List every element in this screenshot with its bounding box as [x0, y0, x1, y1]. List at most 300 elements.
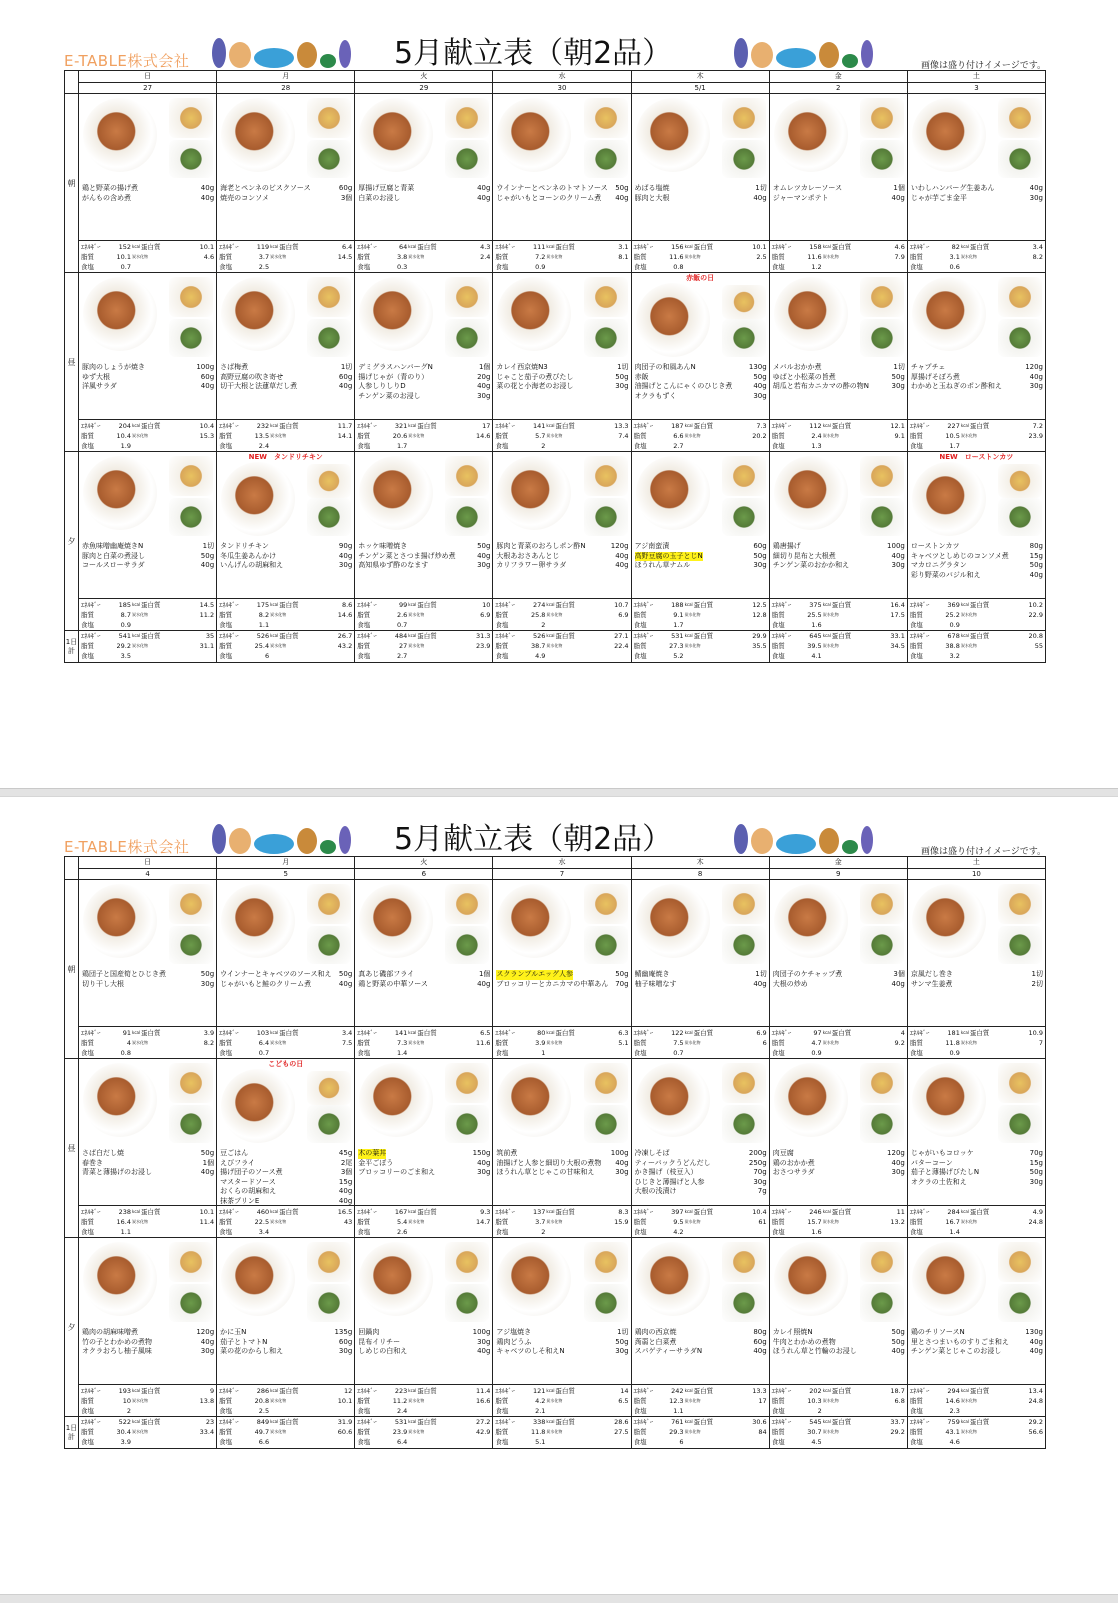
food-photos: [493, 452, 630, 540]
dish-list: [82, 363, 214, 392]
nutrition-value: 25.5: [807, 611, 822, 619]
dish-quantity: 40g: [477, 1158, 491, 1167]
nutrition-value: 脂質: [81, 1218, 94, 1226]
meal-cell: [907, 273, 1045, 452]
nutrition-line: [910, 262, 1043, 272]
dish-quantity: 40g: [615, 551, 629, 560]
nutrition-line: [910, 1437, 1043, 1447]
nutrition-value: 14.6: [475, 432, 491, 440]
dish-quantity: 250g: [748, 1158, 767, 1167]
nutrition-value: 炭水化物: [684, 1219, 701, 1224]
nutrition-value: 4.5: [811, 1438, 822, 1446]
dish-item: [220, 561, 352, 571]
dish-quantity: 30g: [891, 1168, 905, 1177]
nutrition-value: 227: [947, 422, 960, 430]
dish-item: [496, 980, 628, 990]
dish-quantity: 60g: [753, 542, 767, 550]
nutrition-value: ｴﾈﾙｷﾞｰ: [909, 1029, 930, 1037]
nutrition-line: [219, 242, 352, 252]
nutrition-block: [908, 240, 1045, 272]
dish-item: [82, 363, 214, 373]
nutrition-value: kcal: [546, 602, 555, 607]
dish-name: 豚肉と大根: [634, 193, 670, 202]
nutrition-value: 食塩: [771, 1228, 785, 1236]
nutrition-value: 2.7: [396, 652, 408, 660]
dish-name: ゆず大根: [82, 372, 110, 381]
nutrition-value: kcal: [546, 1419, 555, 1424]
nutrition-value: 2: [541, 442, 546, 450]
dish-list: [358, 970, 490, 989]
nutrition-value: 食塩: [357, 652, 371, 660]
nutrition-value: 蛋白質: [969, 1029, 990, 1037]
dish-item: [911, 542, 1043, 552]
nutrition-value: 16.4: [116, 1218, 131, 1226]
nutrition-value: kcal: [132, 602, 141, 607]
food-photos: [632, 452, 769, 540]
dish-item: [220, 970, 352, 980]
nutrition-value: 炭水化物: [684, 254, 701, 259]
dish-name: 白菜のお浸し: [358, 193, 401, 202]
dish-name: 細切り昆布と大根煮: [772, 551, 836, 560]
nutrition-value: kcal: [684, 1388, 693, 1393]
food-photos: [217, 452, 354, 540]
nutrition-line: [910, 421, 1043, 431]
dish-quantity: 50g: [200, 551, 215, 560]
nutrition-value: 蛋白質: [693, 1387, 714, 1395]
decoration-icon: [297, 42, 317, 68]
dish-name: 切干大根と法蓮草だし煮: [220, 382, 298, 391]
food-photos: [217, 1059, 354, 1147]
food-photos: [79, 880, 216, 968]
nutrition-value: 4.1: [811, 652, 822, 660]
nutrition-value: 蛋白質: [141, 1029, 161, 1037]
nutrition-value: 112: [809, 422, 822, 430]
dish-name: ローストンカツ: [910, 542, 960, 550]
dish-item: [82, 552, 214, 562]
nutrition-value: [139, 431, 167, 441]
nutrition-value: 541: [118, 632, 131, 640]
main-dish-photo: [221, 1069, 295, 1143]
dish-quantity: 130g: [1025, 1328, 1043, 1336]
nutrition-value: 炭水化物: [684, 612, 701, 617]
dish-quantity: 40g: [200, 184, 215, 192]
dish-quantity: 50g: [615, 1337, 629, 1346]
nutrition-line: [772, 1437, 905, 1447]
nutrition-value: 9.1: [673, 611, 684, 619]
nutrition-value: 蛋白質: [141, 422, 161, 430]
nutrition-value: [415, 1427, 443, 1437]
nutrition-line: [357, 1396, 490, 1406]
dish-name: 肉豆腐: [772, 1149, 794, 1157]
nutrition-value: 8.6: [341, 601, 353, 609]
nutrition-value: 1.1: [258, 621, 270, 629]
decoration-icon: [819, 828, 839, 854]
nutrition-line: [772, 242, 905, 252]
nutrition-line: [81, 641, 214, 651]
nutrition-value: 食塩: [219, 621, 233, 629]
meal-cell: [79, 1059, 217, 1238]
nutrition-line: [219, 1406, 352, 1416]
nutrition-value: 脂質: [219, 1039, 233, 1047]
nutrition-block: [217, 598, 354, 630]
meal-cell: [907, 880, 1045, 1059]
food-photos: [770, 1238, 907, 1326]
dish-quantity: 40g: [1029, 184, 1043, 192]
nutrition-value: kcal: [684, 633, 693, 638]
nutrition-value: 4.2: [535, 1397, 546, 1405]
nutrition-value: 31.9: [337, 1418, 353, 1426]
dish-name: ブロッコリーのごま和え: [358, 1168, 436, 1177]
nutrition-value: 炭水化物: [960, 1398, 977, 1403]
nutrition-line: [81, 441, 214, 451]
nutrition-value: 蛋白質: [279, 1387, 299, 1395]
side-dish-photo: [860, 1063, 904, 1103]
meal-row-breakfast: [65, 880, 1046, 1059]
decoration-icons: [212, 28, 351, 68]
dish-item: [220, 1347, 352, 1357]
meal-cell: [907, 1238, 1045, 1417]
nutrition-value: 23.9: [1028, 432, 1043, 440]
dish-quantity: 30g: [753, 561, 767, 570]
nutrition-value: kcal: [270, 1388, 279, 1393]
nutrition-value: [830, 1427, 858, 1437]
nutrition-value: 24.8: [1028, 1397, 1043, 1405]
nutrition-value: 7.2: [1032, 422, 1043, 430]
side-dish-photo: [584, 1284, 628, 1322]
nutrition-value: 20.2: [752, 432, 767, 440]
dish-item: [82, 561, 214, 571]
decoration-icon: [254, 48, 294, 68]
daily-total-cell: [631, 1417, 769, 1449]
dish-item: [358, 542, 490, 552]
weekday-header: 火: [355, 71, 493, 83]
weekday-header: 月: [217, 857, 355, 869]
dish-item: [911, 1168, 1043, 1178]
nutrition-value: 食塩: [81, 442, 94, 450]
dish-item: [496, 184, 628, 194]
nutrition-value: 蛋白質: [831, 1029, 852, 1037]
nutrition-value: 炭水化物: [270, 1398, 287, 1403]
nutrition-value: 20.6: [392, 432, 408, 440]
dish-name: チャプチェ: [910, 363, 946, 371]
dish-quantity: 40g: [200, 193, 215, 202]
main-dish-photo: [497, 1063, 571, 1137]
nutrition-value: 蛋白質: [279, 422, 299, 430]
food-photos: [908, 94, 1045, 182]
dish-item: [82, 1328, 214, 1338]
dish-item: [773, 363, 905, 373]
dish-quantity: 40g: [753, 382, 767, 391]
dish-item: [635, 1178, 767, 1188]
dish-quantity: 50g: [200, 970, 215, 978]
dish-item: [496, 1149, 628, 1159]
dish-name: オクラもずく: [634, 391, 677, 400]
nutrition-value: 8.3: [618, 1208, 629, 1216]
nutrition-block: [79, 1026, 216, 1058]
nutrition-value: [553, 1038, 581, 1048]
nutrition-value: 炭水化物: [960, 612, 977, 617]
page-title: 5月献立表（朝2品）: [394, 36, 673, 71]
dish-name: えびフライ: [220, 1158, 255, 1167]
nutrition-value: 25.2: [945, 611, 960, 619]
dish-item: [911, 980, 1043, 990]
nutrition-value: 炭水化物: [960, 1040, 977, 1045]
dish-item: [496, 363, 628, 373]
dish-item: [220, 1187, 352, 1197]
daily-total-cell: [79, 631, 217, 663]
dish-quantity: 30g: [615, 1347, 629, 1356]
nutrition-value: 14.7: [475, 1218, 491, 1226]
dish-item: [220, 542, 352, 552]
nutrition-value: 2.6: [396, 611, 408, 619]
nutrition-block: [908, 630, 1045, 662]
side-dish-photo: [998, 319, 1042, 357]
nutrition-line: [910, 1227, 1043, 1237]
dish-name: 竹の子とわかめの煮物: [82, 1337, 152, 1346]
nutrition-value: 食塩: [81, 621, 94, 629]
nutrition-value: 食塩: [909, 1407, 923, 1415]
nutrition-value: 食塩: [357, 1438, 371, 1446]
dish-quantity: 40g: [1029, 570, 1043, 579]
nutrition-line: [81, 262, 214, 272]
dish-quantity: 40g: [753, 193, 767, 202]
nutrition-line: [634, 1386, 767, 1396]
side-dish-photo: [307, 926, 351, 964]
dish-name: バターコーン: [910, 1158, 953, 1167]
dish-quantity: 40g: [477, 193, 491, 202]
dish-name: 豚肉のしょうが焼き: [82, 363, 145, 371]
date-header: 28: [217, 83, 355, 94]
nutrition-value: 11.4: [475, 1387, 491, 1395]
side-dish-photo: [584, 98, 628, 138]
food-photos: [355, 94, 492, 182]
nutrition-line: [772, 610, 905, 620]
main-dish-photo: [221, 277, 295, 351]
dish-item: [82, 980, 214, 990]
nutrition-value: 11.8: [530, 1428, 546, 1436]
nutrition-value: 炭水化物: [408, 1219, 425, 1224]
nutrition-value: kcal: [684, 1419, 693, 1424]
main-dish-photo: [774, 98, 848, 172]
dish-item: [635, 382, 767, 392]
dish-name: 肉団子のケチャップ煮: [772, 970, 843, 978]
dish-item: [773, 382, 905, 392]
food-photos: [632, 880, 769, 968]
nutrition-value: [553, 1396, 581, 1406]
dish-name: 木の葉丼: [358, 1149, 387, 1157]
nutrition-value: kcal: [684, 602, 693, 607]
nutrition-line: [357, 242, 490, 252]
decoration-icon: [842, 54, 858, 68]
dish-name: いんげんの胡麻和え: [220, 561, 284, 570]
nutrition-value: 202: [809, 1387, 822, 1395]
nutrition-value: 3.8: [396, 253, 408, 261]
meal-cell: [217, 1238, 355, 1417]
side-dish-photo: [998, 1063, 1042, 1103]
dish-list: [358, 1328, 490, 1357]
nutrition-line: [634, 1406, 767, 1416]
nutrition-value: 脂質: [909, 1039, 923, 1047]
nutrition-line: [495, 431, 628, 441]
food-photos: [908, 880, 1045, 968]
side-dish-photo: [307, 1105, 351, 1143]
nutrition-value: kcal: [684, 244, 693, 249]
nutrition-value: 蛋白質: [831, 1208, 852, 1216]
nutrition-value: 炭水化物: [546, 612, 563, 617]
dish-name: キャベツのしそ和えN: [496, 1347, 565, 1356]
nutrition-line: [772, 1427, 905, 1437]
nutrition-value: 0.3: [396, 263, 408, 271]
nutrition-value: 43.2: [337, 642, 353, 650]
nutrition-value: kcal: [132, 1209, 141, 1214]
nutrition-block: [770, 630, 907, 662]
dish-item: [911, 1347, 1043, 1357]
dish-quantity: 100g: [472, 1328, 491, 1336]
side-dish-photo: [307, 1284, 351, 1322]
nutrition-value: 27.3: [669, 642, 684, 650]
nutrition-value: 7.5: [673, 1039, 684, 1047]
nutrition-value: 蛋白質: [279, 1208, 299, 1216]
dish-name: 筑前煮: [496, 1149, 518, 1157]
nutrition-value: 1.3: [811, 442, 822, 450]
dish-quantity: 40g: [891, 1158, 905, 1167]
nutrition-line: [910, 631, 1043, 641]
dish-name: 鶏肉の胡麻味噌煮: [82, 1328, 138, 1336]
nutrition-block: [79, 1416, 216, 1448]
dish-item: [911, 194, 1043, 204]
nutrition-value: 9.1: [894, 432, 905, 440]
nutrition-line: [772, 1207, 905, 1217]
dish-item: [773, 1328, 905, 1338]
nutrition-value: kcal: [960, 633, 969, 638]
nutrition-value: 脂質: [357, 1397, 371, 1405]
meal-cell: [907, 1059, 1045, 1238]
side-dish-photo: [445, 319, 489, 357]
nutrition-block: [770, 1384, 907, 1416]
nutrition-value: [968, 1427, 996, 1437]
nutrition-value: kcal: [408, 1209, 417, 1214]
nutrition-value: 蛋白質: [141, 601, 161, 609]
nutrition-line: [81, 1227, 214, 1237]
nutrition-value: ｴﾈﾙｷﾞｰ: [909, 243, 930, 251]
dish-item: [635, 1187, 767, 1197]
food-photos: [217, 273, 354, 361]
nutrition-value: 4.6: [949, 1438, 960, 1446]
dish-item: [496, 542, 628, 552]
nutrition-line: [357, 441, 490, 451]
nutrition-value: 蛋白質: [831, 1387, 852, 1395]
dish-item: [911, 373, 1043, 383]
nutrition-value: 460: [256, 1208, 270, 1216]
nutrition-value: 1.9: [120, 442, 131, 450]
nutrition-value: 蛋白質: [693, 422, 714, 430]
dish-name: チンゲン菜とさつま揚げ炒め煮: [358, 551, 456, 560]
dish-quantity: 120g: [887, 1149, 905, 1157]
nutrition-value: 蛋白質: [969, 1418, 990, 1426]
nutrition-value: 炭水化物: [270, 1219, 287, 1224]
nutrition-value: 8.7: [120, 611, 131, 619]
side-dish-photo: [998, 1284, 1042, 1322]
meal-cell: [769, 94, 907, 273]
nutrition-value: [139, 1038, 167, 1048]
main-dish-photo: [497, 1242, 571, 1316]
nutrition-line: [357, 641, 490, 651]
food-photos: [355, 880, 492, 968]
nutrition-line: [772, 1396, 905, 1406]
nutrition-value: [692, 641, 720, 651]
nutrition-line: [219, 1386, 352, 1396]
dish-name: 蒟蒻と白菜煮: [634, 1337, 677, 1346]
dish-name: おくらの胡麻和え: [220, 1187, 277, 1196]
meal-cell: [493, 94, 631, 273]
dish-item: [82, 1338, 214, 1348]
nutrition-value: ｴﾈﾙｷﾞｰ: [357, 1208, 377, 1216]
dish-item: [635, 1347, 767, 1357]
main-dish-photo: [221, 98, 295, 172]
side-dish-photo: [584, 926, 628, 964]
dish-item: [358, 1347, 490, 1357]
dish-item: [496, 1347, 628, 1357]
nutrition-value: 0.7: [258, 1049, 270, 1057]
nutrition-value: kcal: [822, 423, 831, 428]
date-header: 5: [217, 869, 355, 880]
nutrition-value: [415, 1038, 443, 1048]
nutrition-line: [910, 1217, 1043, 1227]
nutrition-value: 炭水化物: [822, 612, 839, 617]
nutrition-value: 炭水化物: [270, 643, 287, 648]
nutrition-value: 1.7: [396, 442, 408, 450]
dish-name: 胡瓜と若布カニカマの酢の物N: [772, 382, 869, 391]
nutrition-value: 炭水化物: [822, 433, 839, 438]
decoration-icon: [212, 824, 226, 854]
nutrition-value: 13.8: [199, 1397, 215, 1405]
nutrition-value: 脂質: [357, 1218, 371, 1226]
nutrition-block: [632, 1384, 769, 1416]
dish-item: [220, 1149, 352, 1159]
dish-name: ひじきと薄揚げと人参: [634, 1177, 705, 1186]
nutrition-value: 食塩: [909, 1228, 923, 1236]
side-dish-photo: [445, 1105, 489, 1143]
dish-name: さば梅煮: [220, 363, 249, 371]
nutrition-value: 6.9: [480, 611, 491, 619]
nutrition-line: [495, 1417, 628, 1427]
nutrition-value: 脂質: [219, 1428, 233, 1436]
side-dish-photo: [169, 140, 213, 178]
nutrition-value: 蛋白質: [279, 632, 299, 640]
nutrition-value: [277, 610, 305, 620]
nutrition-block: [908, 1026, 1045, 1058]
nutrition-line: [634, 421, 767, 431]
dish-name: 昆布イリチー: [358, 1337, 401, 1346]
main-dish-photo: [636, 1242, 710, 1316]
dish-item: [911, 363, 1043, 373]
dish-quantity: 3個: [340, 1168, 353, 1177]
nutrition-line: [634, 252, 767, 262]
nutrition-value: 3.9: [120, 1438, 131, 1446]
dish-quantity: 30g: [891, 382, 905, 391]
dish-item: [911, 561, 1043, 571]
nutrition-value: 0.7: [673, 1049, 684, 1057]
side-dish-photo: [860, 277, 904, 317]
dish-quantity: 60g: [338, 372, 353, 381]
dish-item: [635, 373, 767, 383]
dish-quantity: 50g: [615, 372, 629, 381]
dish-item: [82, 1149, 214, 1159]
dish-item: [773, 1168, 905, 1178]
nutrition-value: 脂質: [81, 642, 94, 650]
dish-name: 鶏肉の西京焼: [634, 1328, 677, 1336]
side-dish-photo: [169, 319, 213, 357]
